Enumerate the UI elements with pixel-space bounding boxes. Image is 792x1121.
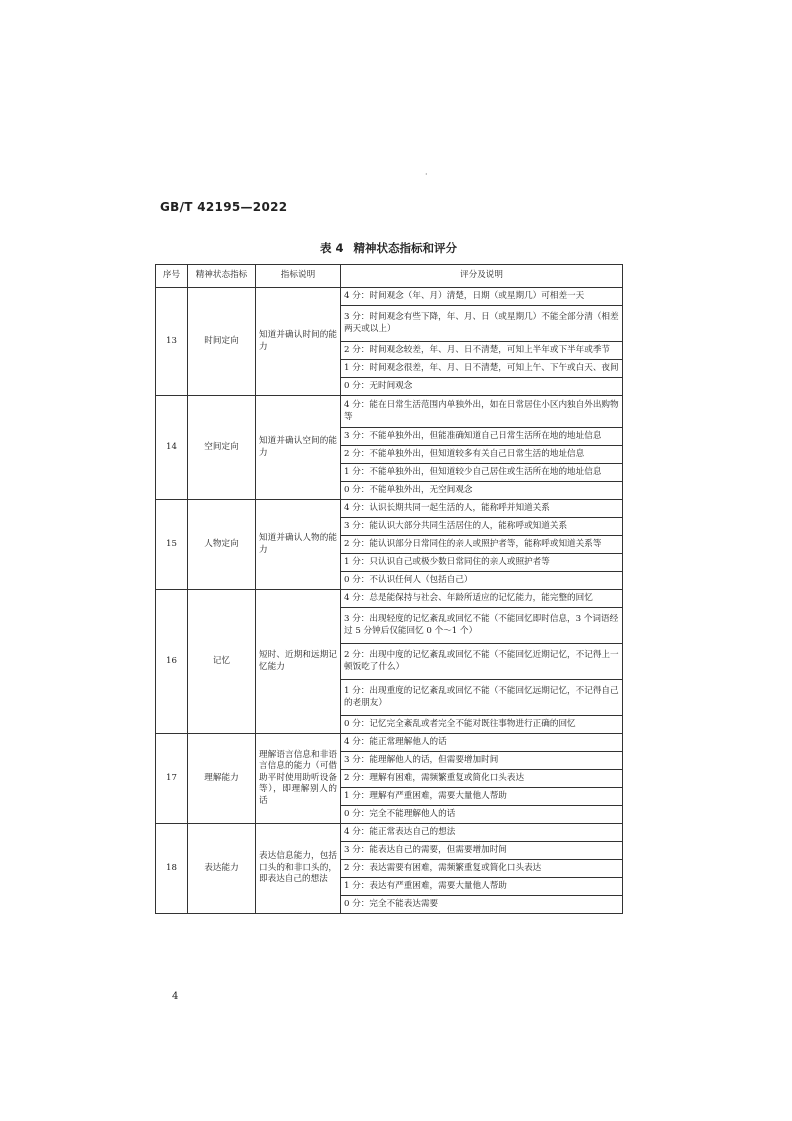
- cell-description: 知道并确认人物的能力: [256, 500, 341, 590]
- cell-score: 0 分：完全不能表达需要: [341, 896, 623, 914]
- cell-score: 1 分：时间观念很差，年、月、日不清楚，可知上午、下午或白天、夜间: [341, 360, 623, 378]
- cell-score: 0 分：记忆完全紊乱或者完全不能对既往事物进行正确的回忆: [341, 716, 623, 734]
- table-number: 表 4: [319, 241, 344, 255]
- cell-seq: 15: [156, 500, 188, 590]
- cell-score: 3 分：能理解他人的话，但需要增加时间: [341, 752, 623, 770]
- cell-description: 知道并确认时间的能力: [256, 288, 341, 396]
- cell-score: 2 分：表达需要有困难，需频繁重复或简化口头表达: [341, 860, 623, 878]
- cell-score: 1 分：只认识自己或极少数日常同住的亲人或照护者等: [341, 554, 623, 572]
- cell-score: 1 分：出现重度的记忆紊乱或回忆不能（不能回忆远期记忆，不记得自己的老朋友）: [341, 680, 623, 716]
- cell-score: 3 分：能表达自己的需要，但需要增加时间: [341, 842, 623, 860]
- header-description: 指标说明: [256, 265, 341, 288]
- cell-score: 1 分：理解有严重困难，需要大量他人帮助: [341, 788, 623, 806]
- cell-seq: 13: [156, 288, 188, 396]
- cell-score: 2 分：能认识部分日常同住的亲人或照护者等，能称呼或知道关系等: [341, 536, 623, 554]
- table-row: [156, 734, 623, 752]
- cell-seq: 18: [156, 824, 188, 914]
- cell-score: 3 分：出现轻度的记忆紊乱或回忆不能（不能回忆即时信息，3 个词语经过 5 分钟后仅能回忆 0 个～1 个）: [341, 608, 623, 644]
- table-caption: [155, 240, 622, 256]
- table-row: [156, 590, 623, 608]
- cell-score: 4 分：能正常理解他人的话: [341, 734, 623, 752]
- cell-score: 0 分：不认识任何人（包括自己）: [341, 572, 623, 590]
- cell-score: 0 分：完全不能理解他人的话: [341, 806, 623, 824]
- cell-seq: 14: [156, 396, 188, 500]
- cell-indicator: 理解能力: [188, 734, 256, 824]
- cell-score: 1 分：表达有严重困难，需要大量他人帮助: [341, 878, 623, 896]
- page-number: 4: [172, 991, 179, 1002]
- cell-score: 3 分：时间观念有些下降，年、月、日（或星期几）不能全部分清（相差两天或以上）: [341, 306, 623, 342]
- cell-indicator: 人物定向: [188, 500, 256, 590]
- cell-indicator: 时间定向: [188, 288, 256, 396]
- cell-description: 短时、近期和远期记忆能力: [256, 590, 341, 734]
- cell-score: 2 分：理解有困难，需频繁重复或简化口头表达: [341, 770, 623, 788]
- table-row: [156, 824, 623, 842]
- scan-speck: ·: [425, 170, 428, 179]
- table-body: [156, 288, 623, 914]
- cell-score: 4 分：能在日常生活范围内单独外出，如在日常居住小区内独自外出购物等: [341, 396, 623, 428]
- cell-indicator: 空间定向: [188, 396, 256, 500]
- cell-score: 4 分：时间观念（年、月）清楚，日期（或星期几）可相差一天: [341, 288, 623, 306]
- table-row: [156, 396, 623, 428]
- cell-score: 3 分：能认识大部分共同生活居住的人，能称呼或知道关系: [341, 518, 623, 536]
- table-row: [156, 500, 623, 518]
- standard-code: GB/T 42195—2022: [160, 200, 288, 214]
- cell-description: 理解语言信息和非语言信息的能力（可借助平时使用助听设备等），即理解别人的话: [256, 734, 341, 824]
- cell-score: 2 分：时间观念较差，年、月、日不清楚，可知上半年或下半年或季节: [341, 342, 623, 360]
- cell-indicator: 记忆: [188, 590, 256, 734]
- header-score: 评分及说明: [341, 265, 623, 288]
- cell-score: 4 分：总是能保持与社会、年龄所适应的记忆能力，能完整的回忆: [341, 590, 623, 608]
- cell-score: 0 分：不能单独外出，无空间观念: [341, 482, 623, 500]
- cell-score: 4 分：认识长期共同一起生活的人，能称呼并知道关系: [341, 500, 623, 518]
- cell-score: 2 分：不能单独外出，但知道较多有关自己日常生活的地址信息: [341, 446, 623, 464]
- header-indicator: 精神状态指标: [188, 265, 256, 288]
- cell-description: 表达信息能力，包括口头的和非口头的，即表达自己的想法: [256, 824, 341, 914]
- table-row: [156, 288, 623, 306]
- table-title: 精神状态指标和评分: [353, 241, 457, 255]
- cell-indicator: 表达能力: [188, 824, 256, 914]
- cell-description: 知道并确认空间的能力: [256, 396, 341, 500]
- header-seq: 序号: [156, 265, 188, 288]
- cell-score: 3 分：不能单独外出，但能准确知道自己日常生活所在地的地址信息: [341, 428, 623, 446]
- mental-state-table: [155, 264, 623, 914]
- cell-score: 1 分：不能单独外出，但知道较少自己居住或生活所在地的地址信息: [341, 464, 623, 482]
- cell-seq: 17: [156, 734, 188, 824]
- cell-score: 4 分：能正常表达自己的想法: [341, 824, 623, 842]
- cell-score: 0 分：无时间观念: [341, 378, 623, 396]
- cell-seq: 16: [156, 590, 188, 734]
- table-header-row: [156, 265, 623, 288]
- cell-score: 2 分：出现中度的记忆紊乱或回忆不能（不能回忆近期记忆，不记得上一顿饭吃了什么）: [341, 644, 623, 680]
